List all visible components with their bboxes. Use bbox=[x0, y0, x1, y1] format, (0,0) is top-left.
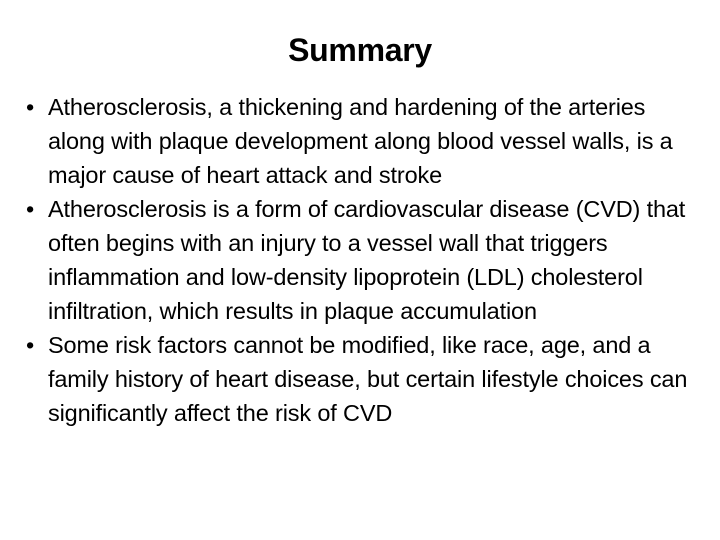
bullet-marker: • bbox=[26, 196, 35, 222]
bullet-marker: • bbox=[26, 332, 35, 358]
bullet-item bbox=[26, 90, 702, 192]
bullet-marker: • bbox=[26, 94, 35, 120]
bullet-list bbox=[26, 90, 702, 430]
bullet-text: Atherosclerosis is a form of cardiovascular disease (CVD) that often begins with an injury to a vessel wall that triggers inflammation and low-density lipoprotein (LDL) cholesterol infiltration, which results in plaque accumulation bbox=[48, 196, 686, 324]
bullet-text: Some risk factors cannot be modified, like race, age, and a family history of heart disease, but certain lifestyle choices can significantly affect the risk of CVD bbox=[48, 332, 688, 426]
bullet-item bbox=[26, 192, 702, 328]
bullet-item bbox=[26, 328, 702, 430]
bullet-text: Atherosclerosis, a thickening and hardening of the arteries along with plaque development along blood vessel walls, is a major cause of heart attack and stroke bbox=[48, 94, 673, 188]
slide-title: Summary bbox=[288, 32, 432, 68]
